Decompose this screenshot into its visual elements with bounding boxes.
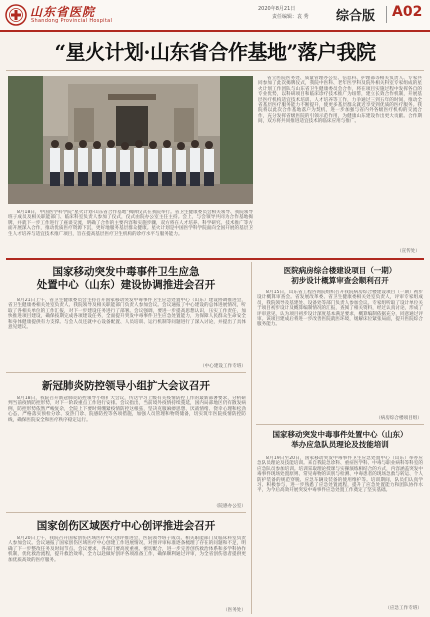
issue-date: 2020年8月21日 <box>258 6 296 12</box>
article3-headline: 国家创伤区域医疗中心创评推进会召开 <box>36 520 216 532</box>
article2-body <box>8 396 246 502</box>
headline-divider <box>6 70 424 71</box>
lead-paragraph-bottom: 8月18日，中国医学科学院“星火计划·山东省合作基地”揭牌仪式在我院举行。省卫生健康委员会相关领导、我院领导班子成员及相关职能部门、临床科室负责人参加了仪式，仪式由院办公室主任主持。会上，与会领导共同为合作基地揭牌，并就下一步工作进行了座谈交流，明确了合作的主要内容和实施步骤，双方将在人才培养、科学研究、技术推广等方面开展深入合作，推动优质医疗资源下沉，更好地服务基层群众健康。星火计划是中国医学科学院面向全国开展的基层卫生人才培养与适宜技术推广项目，旨在提高基层医疗卫生机构的诊疗水平与服务能力。 <box>8 210 253 237</box>
hospital-logo-icon <box>5 4 27 26</box>
editor-credit: 责任编辑：袁 秀 <box>272 14 309 20</box>
article5-headline <box>256 430 424 450</box>
article4-headline-line1: 医院病房综合楼建设项目（一期） <box>283 266 397 275</box>
article2-byline: （院感办公室） <box>213 504 246 509</box>
article4-headline-line2: 初步设计概算审查会顺利召开 <box>291 276 389 285</box>
lead-byline: （宣传处） <box>397 249 420 254</box>
article5-paragraph: 8月19日至20日，国家移动突发中毒事件卫生应急处置中心（山东）举办应急队员理论及技能培训。来自我院急诊科、重症医学科、中毒与职业病科等科室的应急队员参加培训。培训采取理论授课与实操演练相结合的方式，内容涵盖突发中毒事件现场处置原则、常见毒物的识别与检测、中毒患者的现场急救与转运、个人防护装备的规范穿脱、应急车辆及装备的使用维护等。培训期间，队员们认真学习、积极参与，进一步熟悉了应急处置流程，提升了应急处置能力和团队协作水平，为今后高效开展突发中毒事件应急处置工作奠定了坚实基础。 <box>257 456 423 494</box>
masthead-divider <box>386 6 387 23</box>
article1-headline-line2: 处置中心（山东）建设协调推进会召开 <box>36 279 216 291</box>
article3-paragraph: 8月20日上午，我院召开国家创伤区域医疗中心创评推进会，医院领导班子成员、相关职能部门及临床科室负责人参加会议。会议通报了国家创伤区域医疗中心创建工作进展情况，对照评审标准逐条梳理了存在的问题和不足，明确了下一步整改任务及时间节点。会议要求，各部门要高度重视、密切配合，进一步完善创伤救治体系和多学科协作机制，优化救治流程，提升救治效率，全力以赴做好创评各项准备工作，确保顺利通过评审，为全省创伤患者提供更加优质高效的医疗服务。 <box>8 536 246 563</box>
section-divider <box>6 258 424 260</box>
edition-label: 综合版 <box>336 9 376 24</box>
article2-headline: 新冠肺炎防控领导小组扩大会议召开 <box>42 380 210 392</box>
lead-headline: “星火计划·山东省合作基地”落户我院 <box>54 40 376 64</box>
lead-paragraph-right: 省立医院医务处、质量管理办公室、信息科、护理部等相关负责人、专家共同参加了此次揭牌仪式，我院中医科、老年医学科及院外相关科室专家组成的星火计划工作团队与山东省卫生健康委员会合作，将在项目实施过程中发挥各自的专业优势，以科研项目和临床诊疗技术推广为纽带，建立长效合作机制，开展基层医疗机构适宜技术培训、人才培养等工作，力争通过三到五年的时间，推动全省基层医疗服务能力不断提升，使更多基层群众就近享受到优质的医疗服务。我院将以此次合作基地落户为契机，进一步加强与省内外各级医疗机构的交流合作，充分发挥省级医院的引领示范作用，为健康山东建设作出更大贡献。合作期间，双方将共同推进适宜技术的临床应用与推广。 <box>258 76 422 125</box>
masthead-subtitle: Shandong Provincial Hospital <box>31 18 113 24</box>
article5-headline-line2: 举办应急队员理论及技能培训 <box>291 440 389 449</box>
group-photo-illustration <box>8 76 253 204</box>
article3-byline: （医务处） <box>223 608 246 613</box>
article1-body <box>8 298 246 362</box>
group-photo <box>8 76 253 204</box>
lead-text-right <box>258 76 422 256</box>
article-divider <box>256 424 424 425</box>
article1-headline-line1: 国家移动突发中毒事件卫生应急 <box>52 266 200 278</box>
article4-byline: （病房综合楼项目组） <box>376 416 422 421</box>
article-divider <box>6 372 246 373</box>
article1-headline <box>6 266 246 292</box>
article3-body <box>8 536 246 608</box>
article4-body <box>257 290 423 414</box>
article5-byline: （应急工作专班） <box>385 606 422 611</box>
article1-paragraph: 8月21日上午，省卫生健康委员会主持召开国家移动突发中毒事件卫生应急处置中心（山东）建设协调推进会，省卫生健康委相关处室负责人、我院领导及相关职能部门负责人参加会议。会议通报了中心建设的总体进展情况，听取了各相关单位的工作汇报，对下一步建设任务进行了部署。会议强调，要进一步提高思想认识，压实工作责任，加快推进项目建设，确保按期完成各项建设任务，全面提升突发中毒事件卫生应急处置能力，为保障人民群众生命安全和身体健康提供有力支撑。与会人员还就中心设备配置、人员培训、运行机制等问题进行了深入讨论，并提出了具体意见建议。 <box>8 298 246 331</box>
article1-byline: （中心建设工作专班） <box>200 364 246 369</box>
article4-headline <box>256 266 424 286</box>
column-divider <box>251 262 252 614</box>
article-divider <box>6 512 246 513</box>
masthead-title: 山东省医院 <box>30 5 96 19</box>
article4-paragraph: 8月15日，山东省工程咨询院组织召开我院病房综合楼建设项目（一期）初步设计概算审查会。省发展改革委、省卫生健康委相关处室负责人，评审专家组成员，我院领导及基建处、设备处等部门负责人参加会议。专家组听取了设计单位关于项目初步设计及概算编制情况的汇报，查阅了相关资料，经过认真讨论，形成了评审意见，认为项目初步设计深度基本满足要求，概算编制依据充分，同意通过评审。该项目建成后将进一步改善医院就医环境，缓解床位紧张局面，提升医院综合服务能力。 <box>257 290 423 328</box>
article2-paragraph: 8月18日，我院召开新冠肺炎防控领导小组扩大会议，传达学习上级有关疫情防控工作的最新部署要求，分析研判当前疫情防控形势，对下一阶段重点工作进行安排。会议指出，当前境外疫情持续蔓延，国内局部地区仍有散发病例，防控形势依然严峻复杂，全院上下要时刻绷紧疫情防控这根弦，坚决克服麻痹思想、厌战情绪、侥幸心理和松劲心态，严格落实预检分诊、发热门诊、院感防控等各项措施，加强人员管理和物资储备，切实筑牢医院疫情防控防线，确保医院安全和医疗秩序稳定运行。 <box>8 396 246 423</box>
lead-text-bottom <box>8 210 253 250</box>
article5-body <box>257 456 423 604</box>
article5-headline-line1: 国家移动突发中毒事件处置中心（山东） <box>272 430 408 439</box>
page-number: A02 <box>392 4 423 20</box>
